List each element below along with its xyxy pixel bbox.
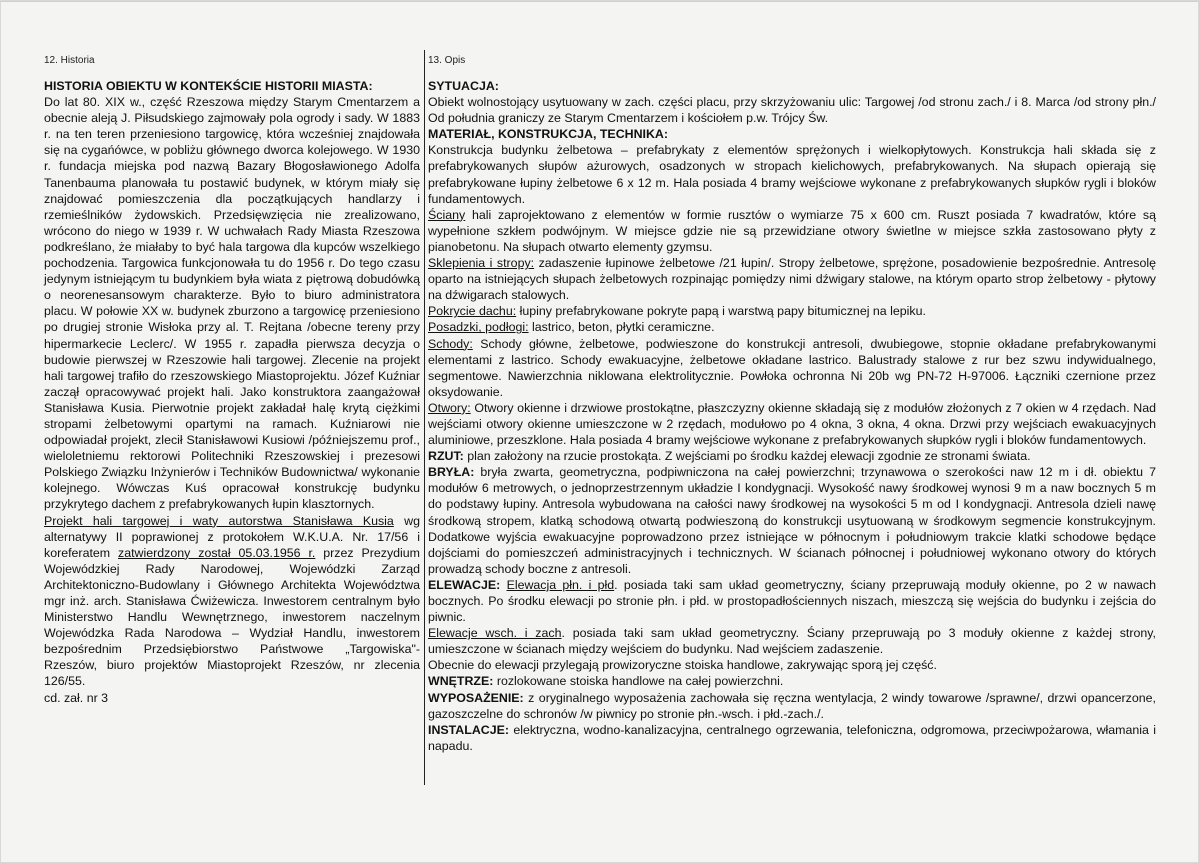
history-text bbox=[44, 78, 420, 706]
otwory-paragraph bbox=[428, 400, 1156, 448]
sciany-text: hali zaprojektowano z elementów w formie rusztów o wymiarze 75 x 600 cm. Ruszt posiada 7 kwadratów, które są wypełnione szkłem podwójnym. W miejsce gdzie nie są przewidziane otwory świetlne w miejsce szkła zastosowano płyty z pianobetonu. Na słupach otwarto elementy gzymsu. bbox=[428, 207, 1156, 254]
history-footnote: cd. zał. nr 3 bbox=[44, 690, 109, 705]
elewacje-paragraph bbox=[428, 577, 1156, 625]
schody-paragraph bbox=[428, 336, 1156, 400]
description-text bbox=[428, 78, 1156, 754]
history-p2-b: przez Prezydium Wojewódzkiej Rady Narodowej, Wojewódzki Zarząd Architektoniczno-Budowlany i Głównego Architekta Województwa mgr inż. arch. Stanisława Ćwiżewicza. Inwestorem centralnym było Ministerstwo Handlu Wewnętrznego, inwestorem naczelnym Wojewódzka Rada Narodowa – Wydział Handlu, inwestorem bezpośrednim Przedsiębiorstwo Państwowe „Targowiska"- Rzeszów, biuro projektów Miastoprojekt Rzeszów, nr zlecenia 126/55. bbox=[44, 545, 420, 689]
elewacje-east-west-link: Elewacje wsch. i zach bbox=[428, 626, 562, 641]
column-divider bbox=[424, 50, 425, 785]
history-column bbox=[44, 0, 420, 863]
rzut-label: RZUT: bbox=[428, 449, 464, 464]
material-heading: MATERIAŁ, KONSTRUKCJA, TECHNIKA: bbox=[428, 127, 669, 142]
sciany-label: Ściany bbox=[428, 207, 466, 222]
pokrycie-paragraph bbox=[428, 303, 1156, 319]
pokrycie-label: Pokrycie dachu: bbox=[428, 304, 517, 319]
posadzki-text: lastrico, beton, płytki ceramiczne. bbox=[528, 320, 715, 335]
description-column bbox=[428, 0, 1156, 863]
schody-label: Schody: bbox=[428, 336, 473, 351]
otwory-text: Otwory okienne i drzwiowe prostokątne, płaszczyzny okienne składają się z modułów złożonych z 7 okien w 4 rzędach. Nad wejściami otwory okienne umieszczone w 2 rzędach, modułowo po 4 okna, 3 okna, 4 okna. Drzwi przy wejściach ewakuacyjnych aluminiowe, przeszklone. Hala posiada 4 bramy wejściowe wykonane z prefabrykowanych słupków rygli i bloków fundamentowych. bbox=[428, 400, 1156, 448]
elewacje-label: ELEWACJE: bbox=[428, 577, 501, 592]
elewacje-east-west-text: . posiada taki sam układ geometryczny. Ściany przepruwają po 3 moduły okienne z każdej strony, umieszczone w ścianach między wejściem do budynku. Nad wejściem zadaszenie. bbox=[428, 626, 1156, 657]
otwory-label: Otwory: bbox=[428, 400, 471, 415]
wyposazenie-label: WYPOSAŻENIE: bbox=[428, 690, 524, 705]
material-text: Konstrukcja budynku żelbetowa – prefabrykaty z elementów sprężonych i wielkopłytowych. Konstrukcja hali składa się z prefabrykowanych słupów ażurowych, osadzonych w stropach kielichowych, prefabrykowanych. Na słupach opierają się prefabrykowane łupiny żelbetowe 6 x 12 m. Hala posiada 4 bramy wejściowe wykonane z prefabrykowanych słupków rygli i bloków fundamentowych. bbox=[428, 143, 1156, 206]
pokrycie-text: łupiny prefabrykowane pokryte papą i warstwą papy bitumicznej na lepiku. bbox=[516, 304, 926, 319]
approval-date: zatwierdzony został 05.03.1956 r. bbox=[118, 545, 316, 560]
history-p2-a: wg alternatywy II poprawionej z protokołem W.K.U.A. Nr. 17/56 i koreferatem bbox=[44, 513, 420, 560]
sytuacja-heading: SYTUACJA: bbox=[428, 79, 499, 93]
elewacje-text: . posiada taki sam układ geometryczny, ściany przepruwają moduły okienne, po 2 w nawach bocznych. Po środku elewacji po stronie płn. i płd. w prostopadłościennych niszach, mieszczą się wejścia do budynku i zejścia do piwnic. bbox=[428, 577, 1156, 625]
elewacje-east-west-paragraph bbox=[428, 625, 1156, 657]
sciany-paragraph bbox=[428, 207, 1156, 255]
schody-text: Schody główne, żelbetowe, podwieszone do konstrukcji antresoli, dwubiegowe, stopnie okładane prefabrykowanymi elementami z lastrico. Schody ewakuacyjne, żelbetowe okładane lastrico. Balustrady stalowe z rur bez szwu indywidualnego, segmentowe. Nawierzchnia niklowana elektrolitycznie. Powłoka ochronna Ni 20b wg PN-72 H-97006. Łączniki czernione przez oksydowanie. bbox=[428, 336, 1156, 399]
bryla-paragraph bbox=[428, 464, 1156, 577]
wnetrze-text: rozlokowane stoiska handlowe na całej powierzchni. bbox=[493, 674, 784, 689]
wnetrze-paragraph bbox=[428, 673, 1156, 689]
history-paragraph-2 bbox=[44, 513, 420, 690]
wyposazenie-text: z oryginalnego wyposażenia zachowała się ręczna wentylacja, 2 windy towarowe /sprawne/, drzwi opancerzone, gazoszczelne do schronów /w piwnicy po stronie płn.-wsch. i płd.-zach./. bbox=[428, 690, 1156, 721]
sklepienia-label: Sklepienia i stropy: bbox=[428, 256, 535, 271]
section-number-description: 13. Opis bbox=[428, 55, 466, 66]
wnetrze-label: WNĘTRZE: bbox=[428, 674, 494, 689]
wyposazenie-paragraph bbox=[428, 690, 1156, 722]
sklepienia-text: zadaszenie łupinowe żelbetowe /21 łupin/. Stropy żelbetowe, sprężone, posadowienie bezpośrednie. Antresolę oparto na istniejących słupach żelbetowych rozpinając pomiędzy nimi dźwigary stalowe, na którym oparto strop żelbetowy - płytowy na dźwigarach stalowych. bbox=[428, 256, 1156, 303]
section-number-history: 12. Historia bbox=[44, 55, 95, 66]
instalacje-text: elektryczna, wodno-kanalizacyjna, centralnego ogrzewania, telefoniczna, odgromowa, przeciwpożarowa, włamania i napadu. bbox=[428, 722, 1156, 753]
sklepienia-paragraph bbox=[428, 255, 1156, 303]
instalacje-paragraph bbox=[428, 722, 1156, 754]
obecnie-text: Obecnie do elewacji przylegają prowizoryczne stoiska handlowe, zakrywając sporą jej część. bbox=[428, 658, 937, 673]
sytuacja-text: Obiekt wolnostojący usytuowany w zach. części placu, przy skrzyżowaniu ulic: Targowej /od stronu zach./ i 8. Marca /od strony płn./ Od południa graniczy ze Starym Cmentarzem i kościołem p.w. Trójcy Św. bbox=[428, 95, 1156, 126]
history-paragraph-1: Do lat 80. XIX w., część Rzeszowa między Starym Cmentarzem a obecnie aleją J. Piłsudskiego zajmowały pola ogrody i sady. W 1883 r. na ten teren przeniesiono targowicę, która wcześniej znajdowała się na cygańówce, w pobliżu głównego dworca kolejowego. W 1930 r. fundacja miejska pod nazwą Bazary Błogosławionego Adolfa Tanenbauma planowała tu postawić budynek, w którym miały się znajdować pomieszczenia dla początkujących handlarzy i rzemieślników żydowskich. Przedsięwzięcia nie zrealizowano, wrócono do niego w 1939 r. W uchwałach Rady Miasta Rzeszowa podkreślano, że miałaby to być hala targowa dla kupców wszelkiego pochodzenia. Targowica funkcjonowała tu do 1956 r. Do tego czasu jedynym istniejącym tu budynkiem była wiata z piętrową dobudówką o neorenesansowym charakterze. Było to biuro administratora placu. W połowie XX w. budynek zburzono a targowicę przeniesiono po drugiej stronie Wisłoka przy al. T. Rejtana /obecne tereny przy hipermarkecie Leclerc/. W 1955 r. zapadła pierwsza decyzja o budowie pierwszej w Rzeszowie hali targowej. Zlecenie na projekt hali targowej trafiło do rzeszowskiego Miastoprojektu. Józef Kuźniar zaczął opracowywać projekt hali. Jako konstruktora zaangażował Stanisława Kusia. Pierwotnie projekt zakładał halę krytą ciężkimi stropami żelbetowymi opartymi na ramach. Kuźniarowi nie odpowiadał projekt, zlecił Stanisławowi Kusiowi /późniejszemu prof., wieloletniemu rektorowi Politechniki Rzeszowskiej i prezesowi Polskiego Związku Inżynierów i Techników Budownictwa/ wykonanie kolejnego. Wówczas Kuś opracował konstrukcję budynku przykrytego dachem z prefabrykowanych łupin klasztornych. bbox=[44, 95, 420, 512]
rzut-text: plan założony na rzucie prostokąta. Z wejściami po środku każdej elewacji zgodnie ze stronami świata. bbox=[463, 449, 1031, 464]
instalacje-label: INSTALACJE: bbox=[428, 722, 509, 737]
bryla-label: BRYŁA: bbox=[428, 465, 475, 480]
bryla-text: bryła zwarta, geometryczna, podpiwniczona na całej powierzchni; trzynawowa o szerokości naw 12 m i dł. obiektu 7 modułów 6 metrowych, o jednoprzestrzennym układzie I kondygnacji. Wysokość nawy środkowej wynosi 9 m a naw bocznych 5 m do podstawy łupiny. Antresola wybudowana na całości nawy środkowej na wysokości 5 m od I kondygnacji. Antresola dzieli nawę środkową stropem, klatką schodową otwartą podwieszoną do konstrukcji usytuowaną w środkowym segmencie konstrukcyjnym. Dodatkowe wyjścia ewakuacyjne poprowadzono przez istniejące w północnym i południowym trakcie klatki schodowe będące dojściami do pomieszczeń administracyjnych i technicznych. W ścianach północnej i południowej wykonano otwory do których prowadzą schody boczne z antresoli. bbox=[428, 465, 1156, 576]
posadzki-label: Posadzki, podłogi: bbox=[428, 320, 529, 335]
project-link: Projekt hali targowej i waty autorstwa Stanisława Kusia bbox=[44, 513, 394, 528]
posadzki-paragraph bbox=[428, 319, 1156, 335]
elewacje-north-south-link: Elewacja płn. i płd bbox=[506, 577, 615, 592]
history-heading: HISTORIA OBIEKTU W KONTEKŚCIE HISTORII MIASTA: bbox=[44, 79, 373, 93]
rzut-paragraph bbox=[428, 448, 1156, 464]
